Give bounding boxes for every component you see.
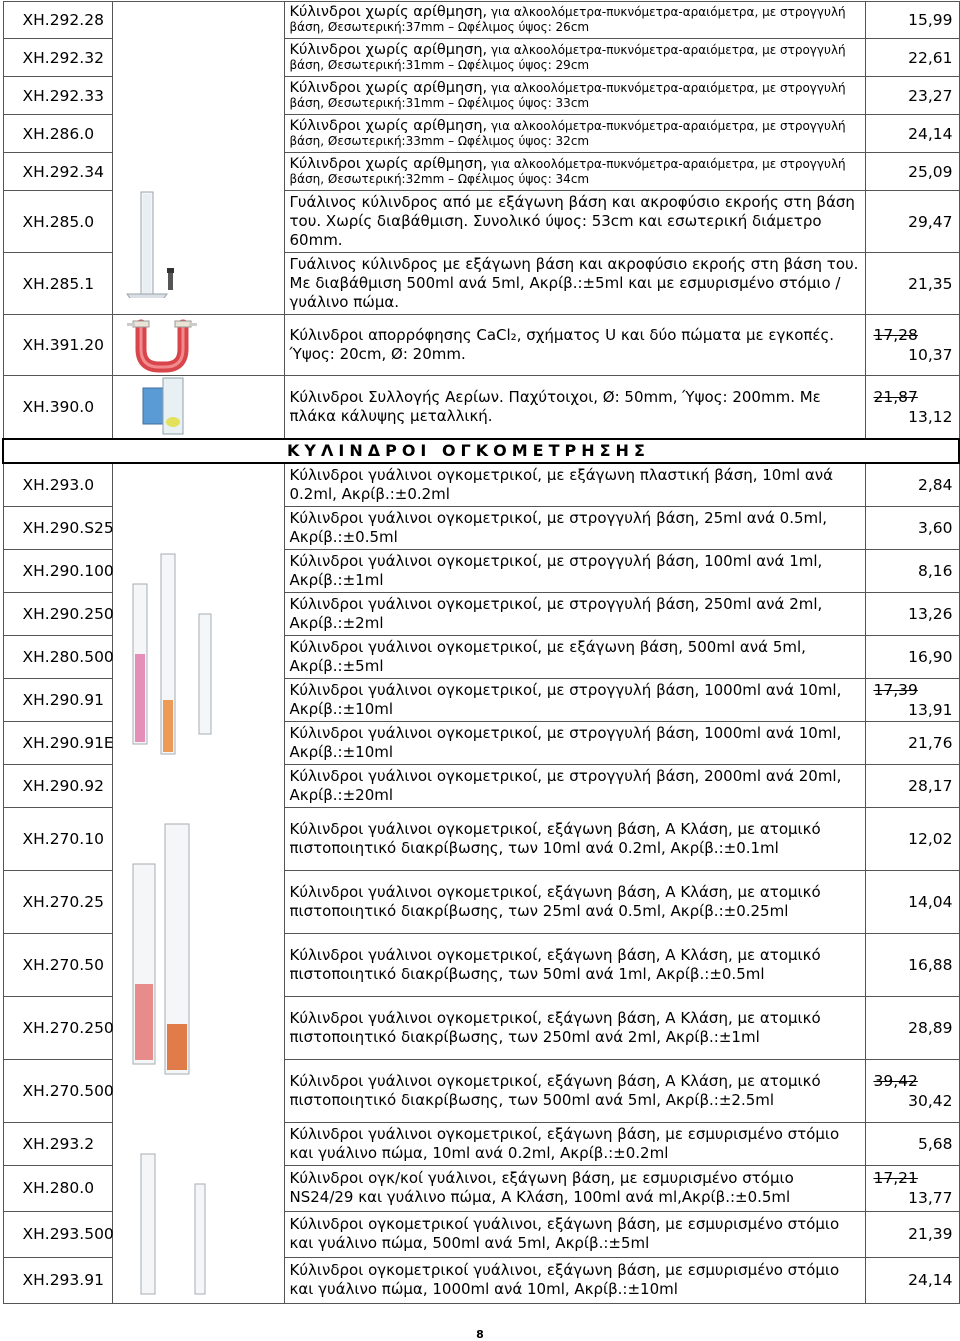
product-description: Κύλινδροι γυάλινοι ογκομετρικοί, εξάγωνη βάση, Α Κλάση, με ατομικό πιστοποιητικό διακρίβωσης, των 500ml ανά 5ml, Ακρίβ.:±2.5ml <box>284 1059 865 1122</box>
product-code: ΧΗ.293.2 <box>3 1122 112 1165</box>
product-price: 24,14 <box>865 1257 959 1303</box>
product-code: ΧΗ.270.25 <box>3 870 112 933</box>
product-code: ΧΗ.280.0 <box>3 1165 112 1211</box>
product-code: ΧΗ.292.34 <box>3 153 112 191</box>
product-code: ΧΗ.280.500 <box>3 635 112 678</box>
product-price: 14,04 <box>865 870 959 933</box>
old-price: 17,39 <box>873 680 918 699</box>
product-description: Κύλινδροι γυάλινοι ογκομετρικοί, με στρογγυλή βάση, 1000ml ανά 10ml, Ακρίβ.:±10ml <box>284 721 865 764</box>
product-description: Κύλινδροι Συλλογής Αερίων. Παχύτοιχοι, Ø: 50mm, Ύψος: 200mm. Με πλάκα κάλυψης μεταλλική. <box>284 376 865 439</box>
product-code: ΧΗ.391.20 <box>3 315 112 376</box>
product-code: ΧΗ.292.32 <box>3 39 112 77</box>
product-price: 21,35 <box>865 253 959 315</box>
product-description: Κύλινδροι γυάλινοι ογκομετρικοί, εξάγωνη βάση, με εσμυρισμένο στόμιο και γυάλινο πώμα, 10ml ανά 0.2ml, Ακρίβ.:±0.2ml <box>284 1122 865 1165</box>
product-description: Κύλινδροι γυάλινοι ογκομετρικοί, εξάγωνη βάση, Α Κλάση, με ατομικό πιστοποιητικό διακρίβωσης, των 250ml ανά 2ml, Ακρίβ.:±1ml <box>284 996 865 1059</box>
product-price: 13,26 <box>865 592 959 635</box>
product-price: 21,76 <box>865 721 959 764</box>
product-price: 29,47 <box>865 191 959 253</box>
product-description: Κύλινδροι ογκομετρικοί γυάλινοι, εξάγωνη βάση, με εσμυρισμένο στόμιο και γυάλινο πώμα, 1000ml ανά 10ml, Ακρίβ.:±10ml <box>284 1257 865 1303</box>
product-code: ΧΗ.290.91Ε <box>3 721 112 764</box>
product-code: ΧΗ.270.50 <box>3 933 112 996</box>
catalog-table <box>2 1 960 1304</box>
product-price: 8,16 <box>865 549 959 592</box>
new-price: 13,12 <box>908 407 953 426</box>
product-code: ΧΗ.390.0 <box>3 376 112 439</box>
table-row <box>3 463 959 507</box>
product-description: Κύλινδροι ογκ/κοί γυάλινοι, εξάγωνη βάση, με εσμυρισμένο στόμιο NS24/29 και γυάλινο πώμα, Α Κλάση, 100ml ανά ml,Ακρίβ.:±0.5ml <box>284 1165 865 1211</box>
catalog-sheet <box>2 1 958 1304</box>
product-price <box>865 678 959 721</box>
section-header-row <box>3 439 959 463</box>
product-code: ΧΗ.285.1 <box>3 253 112 315</box>
product-code: ΧΗ.286.0 <box>3 115 112 153</box>
product-image-cell <box>112 376 284 439</box>
product-image-cell <box>112 315 284 376</box>
product-price: 16,90 <box>865 635 959 678</box>
old-price: 21,87 <box>873 387 918 406</box>
product-price: 16,88 <box>865 933 959 996</box>
product-image-cell <box>112 463 284 1304</box>
product-description: Κύλινδροι χωρίς αρίθμηση, για αλκοολόμετρα-πυκνόμετρα-αραιόμετρα, με στρογγυλή βάση, Øεσωτερική:33mm – Ωφέλιμος ύψος: 32cm <box>284 115 865 153</box>
product-description: Κύλινδροι γυάλινοι ογκομετρικοί, εξάγωνη βάση, Α Κλάση, με ατομικό πιστοποιητικό διακρίβωσης, των 25ml ανά 0.5ml, Ακρίβ.:±0.25ml <box>284 870 865 933</box>
product-code: ΧΗ.270.250 <box>3 996 112 1059</box>
product-price <box>865 315 959 376</box>
product-code: ΧΗ.290.91 <box>3 678 112 721</box>
new-price: 13,91 <box>908 700 953 719</box>
product-price: 22,61 <box>865 39 959 77</box>
product-description: Κύλινδροι γυάλινοι ογκομετρικοί, με εξάγωνη βάση, 500ml ανά 5ml, Ακρίβ.:±5ml <box>284 635 865 678</box>
table-row <box>3 2 959 39</box>
product-code: ΧΗ.270.10 <box>3 807 112 870</box>
table-row <box>3 315 959 376</box>
product-code: ΧΗ.293.500 <box>3 1211 112 1257</box>
graduated-cylinders-photo <box>113 464 285 1300</box>
product-description: Κύλινδροι χωρίς αρίθμηση, για αλκοολόμετρα-πυκνόμετρα-αραιόμετρα, με στρογγυλή βάση, Øεσωτερική:32mm – Ωφέλιμος ύψος: 34cm <box>284 153 865 191</box>
gas-cylinder-photo <box>113 376 285 438</box>
product-code: ΧΗ.292.33 <box>3 77 112 115</box>
product-code: ΧΗ.293.0 <box>3 463 112 507</box>
product-price: 12,02 <box>865 807 959 870</box>
product-price: 21,39 <box>865 1211 959 1257</box>
product-description: Κύλινδροι χωρίς αρίθμηση, για αλκοολόμετρα-πυκνόμετρα-αραιόμετρα, με στρογγυλή βάση, Øεσωτερική:31mm – Ωφέλιμος ύψος: 29cm <box>284 39 865 77</box>
product-price <box>865 1165 959 1211</box>
product-price <box>865 1059 959 1122</box>
product-code: ΧΗ.290.92 <box>3 764 112 807</box>
product-price <box>865 376 959 439</box>
product-description: Κύλινδροι γυάλινοι ογκομετρικοί, με στρογγυλή βάση, 25ml ανά 0.5ml, Ακρίβ.:±0.5ml <box>284 506 865 549</box>
product-price: 5,68 <box>865 1122 959 1165</box>
old-price: 17,21 <box>873 1169 918 1187</box>
graduated-cylinder-photo <box>113 2 285 298</box>
product-description: Κύλινδροι γυάλινοι ογκομετρικοί, εξάγωνη βάση, Α Κλάση, με ατομικό πιστοποιητικό διακρίβωσης, των 50ml ανά 1ml, Ακρίβ.:±0.5ml <box>284 933 865 996</box>
product-price: 24,14 <box>865 115 959 153</box>
product-price: 25,09 <box>865 153 959 191</box>
product-description: Κύλινδροι γυάλινοι ογκομετρικοί, με στρογγυλή βάση, 1000ml ανά 10ml, Ακρίβ.:±10ml <box>284 678 865 721</box>
product-description: Κύλινδροι χωρίς αρίθμηση, για αλκοολόμετρα-πυκνόμετρα-αραιόμετρα, με στρογγυλή βάση, Øεσωτερική:37mm – Ωφέλιμος ύψος: 26cm <box>284 2 865 39</box>
product-description: Κύλινδροι γυάλινοι ογκομετρικοί, με εξάγωνη πλαστική βάση, 10ml ανά 0.2ml, Ακρίβ.:±0.2ml <box>284 463 865 507</box>
product-code: ΧΗ.290.S25 <box>3 506 112 549</box>
product-code: ΧΗ.293.91 <box>3 1257 112 1303</box>
product-description: Κύλινδροι γυάλινοι ογκομετρικοί, με στρογγυλή βάση, 2000ml ανά 20ml, Ακρίβ.:±20ml <box>284 764 865 807</box>
u-tube-photo <box>113 315 285 375</box>
product-code: ΧΗ.270.500 <box>3 1059 112 1122</box>
new-price: 13,77 <box>908 1189 953 1207</box>
table-row <box>3 376 959 439</box>
new-price: 30,42 <box>908 1091 953 1110</box>
product-description: Κύλινδροι γυάλινοι ογκομετρικοί, εξάγωνη βάση, Α Κλάση, με ατομικό πιστοποιητικό διακρίβωσης, των 10ml ανά 0.2ml, Ακρίβ.:±0.1ml <box>284 807 865 870</box>
product-price: 23,27 <box>865 77 959 115</box>
product-description: Γυάλινος κύλινδρος με εξάγωνη βάση και ακροφύσιο εκροής στη βάση του. Με διαβάθμιση 500ml ανά 5ml, Ακρίβ.:±5ml και με εσμυρισμένο στόμιο / γυάλινο πώμα. <box>284 253 865 315</box>
old-price: 17,28 <box>873 326 918 344</box>
product-image-cell <box>112 2 284 315</box>
section-title: ΚΥΛΙΝΔΡΟΙ ΟΓΚΟΜΕΤΡΗΣΗΣ <box>3 439 959 463</box>
product-price: 2,84 <box>865 463 959 507</box>
product-price: 28,17 <box>865 764 959 807</box>
product-code: ΧΗ.290.100 <box>3 549 112 592</box>
new-price: 10,37 <box>908 346 953 364</box>
page-number: 8 <box>476 1328 484 1341</box>
product-price: 15,99 <box>865 2 959 39</box>
product-code: ΧΗ.292.28 <box>3 2 112 39</box>
product-description: Κύλινδροι χωρίς αρίθμηση, για αλκοολόμετρα-πυκνόμετρα-αραιόμετρα, με στρογγυλή βάση, Øεσωτερική:31mm – Ωφέλιμος ύψος: 33cm <box>284 77 865 115</box>
product-description: Κύλινδροι ογκομετρικοί γυάλινοι, εξάγωνη βάση, με εσμυρισμένο στόμιο και γυάλινο πώμα, 500ml ανά 5ml, Ακρίβ.:±5ml <box>284 1211 865 1257</box>
product-description: Κύλινδροι απορρόφησης CaCl₂, σχήματος U και δύο πώματα με εγκοπές. Ύψος: 20cm, Ø: 20mm. <box>284 315 865 376</box>
product-price: 3,60 <box>865 506 959 549</box>
product-description: Γυάλινος κύλινδρος από με εξάγωνη βάση και ακροφύσιο εκροής στη βάση του. Χωρίς διαβάθμιση. Συνολικό ύψος: 53cm και εσωτερική διάμετρο 60mm. <box>284 191 865 253</box>
product-description: Κύλινδροι γυάλινοι ογκομετρικοί, με στρογγυλή βάση, 250ml ανά 2ml, Ακρίβ.:±2ml <box>284 592 865 635</box>
product-price: 28,89 <box>865 996 959 1059</box>
product-description: Κύλινδροι γυάλινοι ογκομετρικοί, με στρογγυλή βάση, 100ml ανά 1ml, Ακρίβ.:±1ml <box>284 549 865 592</box>
old-price: 39,42 <box>873 1071 918 1090</box>
product-code: ΧΗ.290.250 <box>3 592 112 635</box>
product-code: ΧΗ.285.0 <box>3 191 112 253</box>
